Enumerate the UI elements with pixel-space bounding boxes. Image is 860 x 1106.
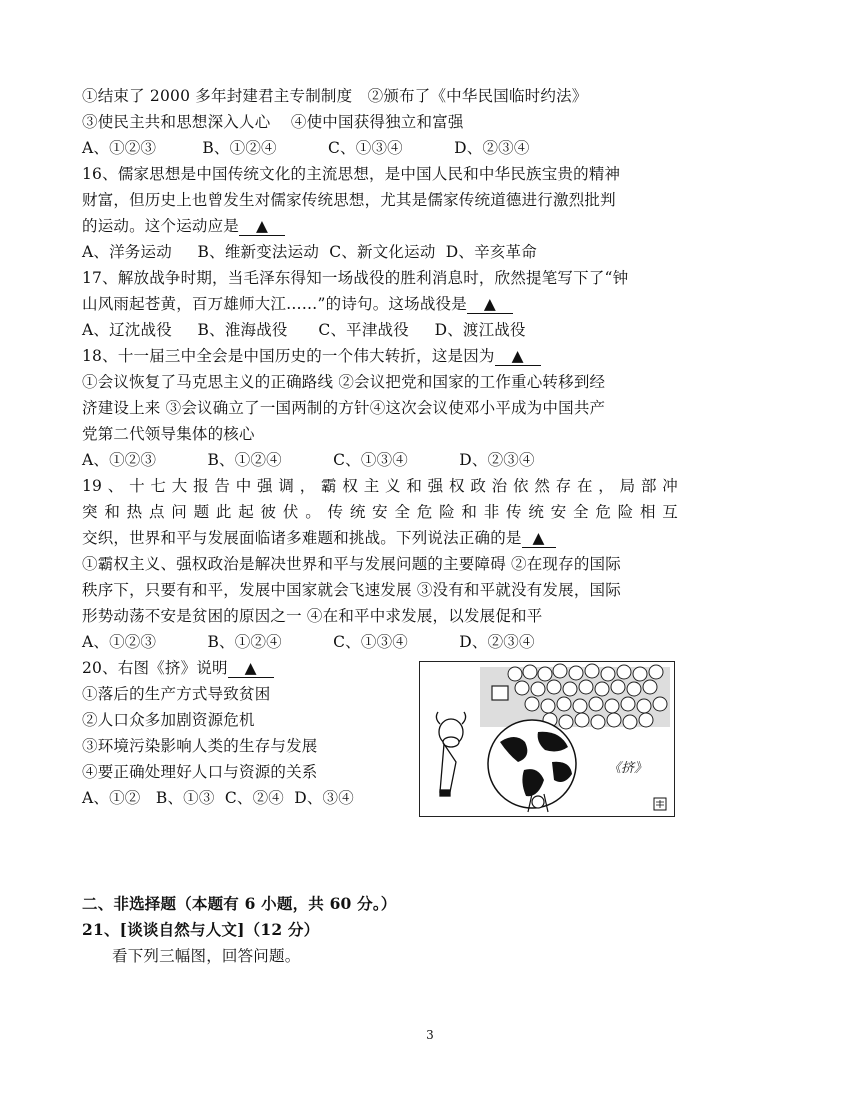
q19-options-line-3: 形势动荡不安是贫困的原因之一 ④在和平中求发展，以发展促和平 bbox=[82, 607, 543, 625]
q15-answer-choices: A、①②③ B、①②④ C、①③④ D、②③④ bbox=[82, 139, 530, 157]
q19-stem-line-1: 19、十七大报告中强调，霸权主义和强权政治依然存在，局部冲 bbox=[82, 477, 678, 495]
q20-option-4: ④要正确处理好人口与资源的关系 bbox=[82, 763, 318, 781]
q15-options-line-1: ①结束了 2000 多年封建君主专制制度 ②颁布了《中华民国临时约法》 bbox=[82, 87, 588, 105]
q16-stem-line-3: 的运动。这个运动应是 ▲ bbox=[82, 216, 285, 236]
cartoon-illustration bbox=[420, 662, 674, 816]
answer-blank: ▲ bbox=[239, 217, 285, 236]
q17-answer-choices: A、辽沈战役 B、淮海战役 C、平津战役 D、渡江战役 bbox=[82, 321, 526, 339]
q15-options-line-2: ③使民主共和思想深入人心 ④使中国获得独立和富强 bbox=[82, 113, 464, 131]
crowded-globe-cartoon bbox=[419, 661, 675, 817]
page-number: 3 bbox=[426, 1028, 434, 1042]
q21-title: 21、[谈谈自然与人文]（12 分） bbox=[82, 920, 320, 939]
q20-stem: 20、右图《挤》说明 ▲ bbox=[82, 658, 274, 678]
figure-caption: 《挤》 bbox=[608, 761, 648, 776]
q19-answer-choices: A、①②③ B、①②④ C、①③④ D、②③④ bbox=[82, 633, 535, 651]
answer-blank: ▲ bbox=[495, 347, 541, 366]
q20-answer-choices: A、①② B、①③ C、②④ D、③④ bbox=[82, 789, 354, 807]
q19-options-line-1: ①霸权主义、强权政治是解决世界和平与发展问题的主要障碍 ②在现存的国际 bbox=[82, 555, 621, 573]
q19-stem-line-3: 交织，世界和平与发展面临诸多难题和挑战。下列说法正确的是 ▲ bbox=[82, 528, 556, 548]
q20-option-2: ②人口众多加剧资源危机 bbox=[82, 711, 255, 729]
q16-stem-line-2: 财富，但历史上也曾发生对儒家传统思想，尤其是儒家传统道德进行激烈批判 bbox=[82, 191, 616, 209]
section-2-title: 二、非选择题（本题有 6 小题，共 60 分。） bbox=[82, 894, 397, 913]
q17-stem-line-2: 山风雨起苍黄，百万雄师大江……”的诗句。这场战役是 ▲ bbox=[82, 294, 513, 314]
q16-stem-line-1: 16、儒家思想是中国传统文化的主流思想，是中国人民和中华民族宝贵的精神 bbox=[82, 165, 621, 183]
q20-option-1: ①落后的生产方式导致贫困 bbox=[82, 685, 271, 703]
q16-answer-choices: A、洋务运动 B、维新变法运动 C、新文化运动 D、辛亥革命 bbox=[82, 243, 537, 261]
q18-answer-choices: A、①②③ B、①②④ C、①③④ D、②③④ bbox=[82, 451, 535, 469]
q19-options-line-2: 秩序下，只要有和平，发展中国家就会飞速发展 ③没有和平就没有发展，国际 bbox=[82, 581, 621, 599]
q18-options-line-2: 济建设上来 ③会议确立了一国两制的方针④这次会议使邓小平成为中国共产 bbox=[82, 399, 606, 417]
q18-stem-line-1: 18、十一届三中全会是中国历史的一个伟大转折，这是因为 ▲ bbox=[82, 346, 541, 366]
answer-blank: ▲ bbox=[522, 529, 556, 548]
q19-stem-line-2: 突和热点问题此起彼伏。传统安全危险和非传统安全危险相互 bbox=[82, 503, 678, 521]
q20-option-3: ③环境污染影响人类的生存与发展 bbox=[82, 737, 318, 755]
q21-instruction: 看下列三幅图，回答问题。 bbox=[112, 947, 301, 965]
answer-blank: ▲ bbox=[467, 295, 513, 314]
answer-blank: ▲ bbox=[228, 659, 274, 678]
q18-options-line-3: 党第二代领导集体的核心 bbox=[82, 425, 255, 443]
q17-stem-line-1: 17、解放战争时期，当毛泽东得知一场战役的胜利消息时，欣然提笔写下了“钟 bbox=[82, 269, 629, 287]
q18-options-line-1: ①会议恢复了马克思主义的正确路线 ②会议把党和国家的工作重心转移到经 bbox=[82, 373, 606, 391]
